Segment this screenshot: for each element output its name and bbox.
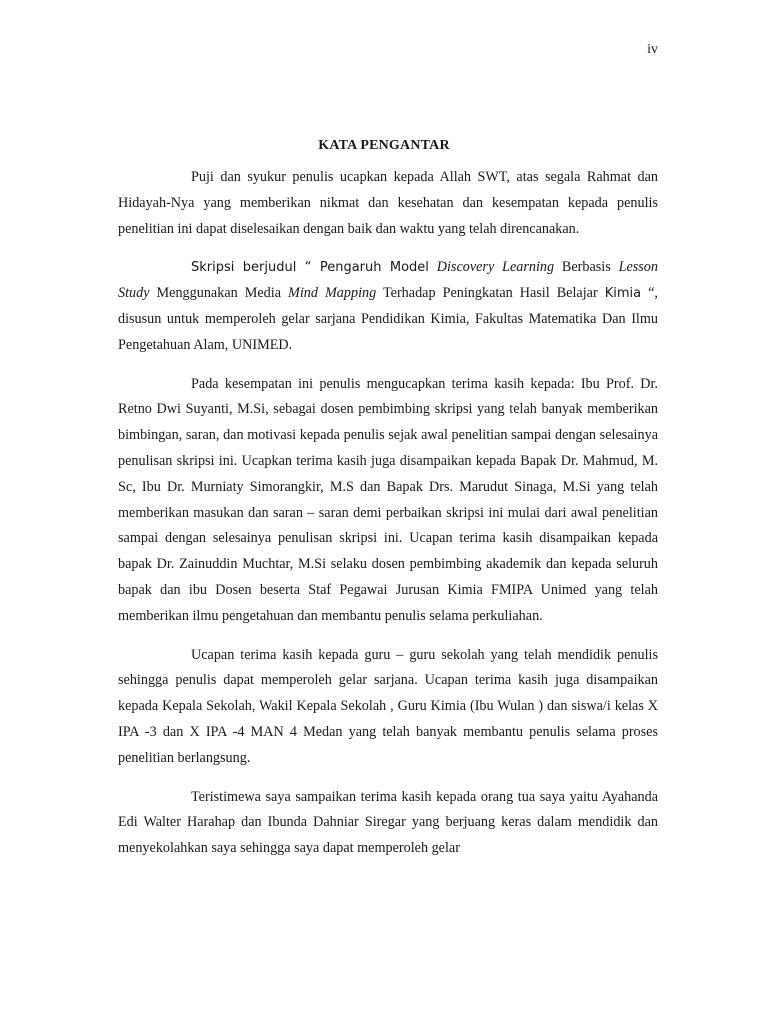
- thesis-term-lesson-study: Lesson Study: [118, 259, 658, 302]
- paragraph-acknowledgement-parents: Teristimewa saya sampaikan terima kasih kepada orang tua saya yaitu Ayahanda Edi Walter Harahap dan Ibunda Dahniar Siregar yang berjuang keras dalam mendidik dan menyekolahkan saya sehingga saya dapat memperoleh gelar: [118, 788, 658, 857]
- thesis-text-closing: “, disusun untuk memperoleh gelar sarjana Pendidikan Kimia, Fakultas Matematika Dan Ilmu Pengetahuan Alam, UNIMED.: [118, 285, 658, 353]
- paragraph-thesis-title: [118, 255, 658, 358]
- page-number: iv: [647, 42, 658, 57]
- document-body: [118, 165, 658, 862]
- thesis-term-discovery-learning: Discovery Learning: [436, 259, 555, 276]
- thesis-text-berbasis: Berbasis: [554, 259, 619, 276]
- thesis-intro-text: Skripsi berjudul “ Pengaruh Model: [191, 260, 429, 276]
- paragraph-acknowledgement-lecturers: Pada kesempatan ini penulis mengucapkan terima kasih kepada: Ibu Prof. Dr. Retno Dwi Suyanti, M.Si, sebagai dosen pembimbing skripsi yang telah banyak memberikan bimbingan, saran, dan motivasi kepada penulis sejak awal penelitian sampai dengan selesainya penulisan skripsi ini. Ucapkan terima kasih juga disampaikan kepada Bapak Dr. Mahmud, M. Sc, Ibu Dr. Murniaty Simorangkir, M.S dan Bapak Drs. Marudut Sinaga, M.Si yang telah memberikan masukan dan saran – saran demi perbaikan skripsi ini mulai dari awal penelitian sampai dengan selesainya penulisan skripsi ini. Ucapan terima kasih disampaikan kepada bapak Dr. Zainuddin Muchtar, M.Si selaku dosen pembimbing akademik dan kepada seluruh bapak dan ibu Dosen beserta Staf Pegawai Jurusan Kimia FMIPA Unimed yang telah memberikan ilmu pengetahuan dan membantu penulis selama perkuliahan.: [118, 375, 658, 624]
- thesis-text-peningkatan: Terhadap Peningkatan Hasil Belajar: [376, 285, 605, 302]
- paragraph-opening: Puji dan syukur penulis ucapkan kepada Allah SWT, atas segala Rahmat dan Hidayah-Nya yang memberikan nikmat dan kesehatan dan kesempatan kepada penulis penelitian ini dapat diselesaikan dengan baik dan waktu yang telah direncanakan.: [118, 169, 658, 237]
- page-title: KATA PENGANTAR: [318, 138, 450, 153]
- thesis-term-mind-mapping: Mind Mapping: [288, 285, 377, 302]
- thesis-term-kimia: Kimia: [604, 286, 642, 302]
- thesis-space: [429, 259, 437, 275]
- paragraph-acknowledgement-teachers: Ucapan terima kasih kepada guru – guru sekolah yang telah mendidik penulis sehingga penulis dapat memperoleh gelar sarjana. Ucapan terima kasih juga disampaikan kepada Kepala Sekolah, Wakil Kepala Sekolah , Guru Kimia (Ibu Wulan ) dan siswa/i kelas X IPA -3 dan X IPA -4 MAN 4 Medan yang telah banyak membantu penulis selama proses penelitian berlangsung.: [118, 646, 658, 766]
- thesis-text-media: Menggunakan Media: [149, 285, 289, 302]
